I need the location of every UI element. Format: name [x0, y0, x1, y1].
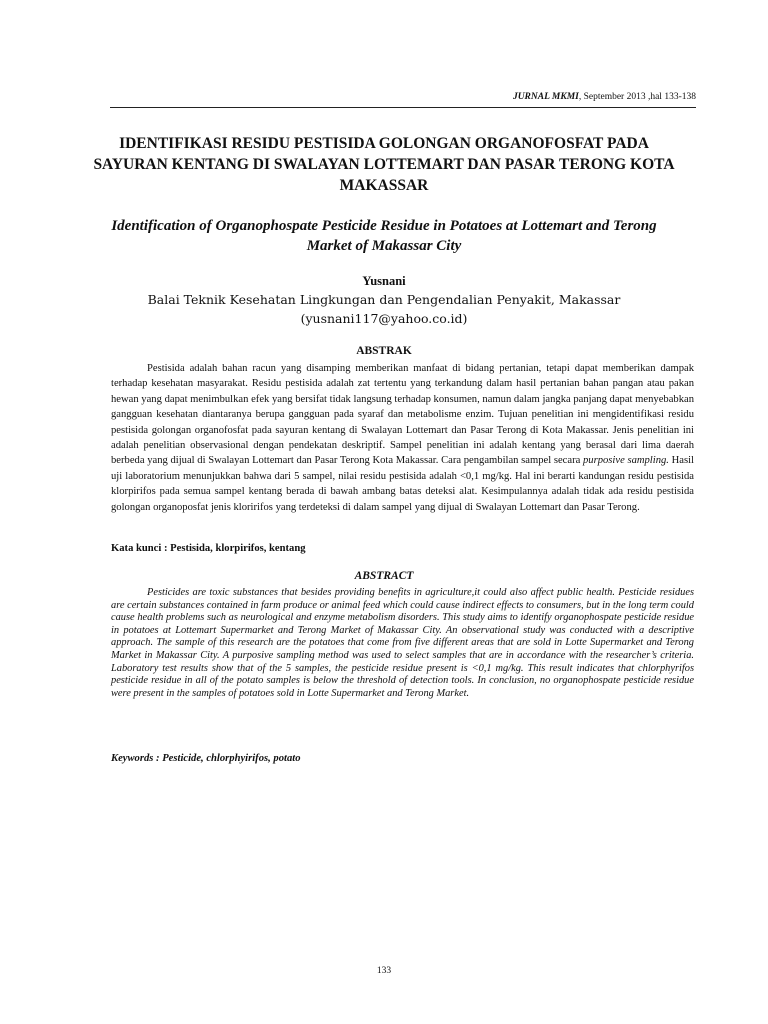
abstract-heading: ABSTRACT: [354, 570, 414, 582]
paper-title: IDENTIFIKASI RESIDU PESTISIDA GOLONGAN ORGANOFOSFAT PADA SAYURAN KENTANG DI SWALAYAN LOTTEMART DAN PASAR TERONG KOTA MAKASSAR: [93, 135, 675, 194]
paper-subtitle: Identification of Organophospate Pesticide Residue in Potatoes at Lottemart and Terong Market of Makassar City: [111, 218, 657, 254]
abstrak-text-part1: Pestisida adalah bahan racun yang disamping memberikan manfaat di bidang pertanian, tetapi dapat memberikan dampak terhadap kesehatan masyarakat. Residu pestisida adalah zat tertentu yang terkandung dalam hasil pertanian bahan pangan atau pakan hewan yang dapat menimbulkan efek yang bersifat tidak langsung terhadap konsumen, namun dalam jangka panjang dapat menyebabkan gangguan kesehatan diantaranya berupa gangguan pada syaraf dan metabolisme enzim. Tujuan penelitian ini mengidentifikasi residu pestisida golongan organofosfat pada sayuran kentang di Swalayan Lottemart dan Pasar Terong di Kota Makassar. Jenis penelitian ini adalah penelitian observasional dengan pendekatan deskriptif. Sampel penelitian ini adalah kentang yang berasal dari lima daerah berbeda yang dijual di Swalayan Lottemart dan Pasar Terong Kota Makassar. Cara pengambilan sampel secara: [111, 363, 694, 467]
journal-name: JURNAL MKMI: [512, 92, 579, 102]
keywords-en: Keywords : Pesticide, chlorphyirifos, potato: [111, 753, 301, 764]
header-divider: [110, 107, 696, 108]
abstrak-text-italic: purposive sampling.: [582, 455, 669, 467]
journal-issue: , September 2013 ,hal 133-138: [578, 92, 696, 102]
abstrak-text: [111, 361, 694, 515]
kata-kunci: Kata kunci : Pestisida, klorpirifos, kentang: [111, 543, 306, 554]
author-name: Yusnani: [362, 274, 406, 288]
author-affiliation-block: [90, 290, 678, 328]
abstract-text: Pesticides are toxic substances that besides providing benefits in agriculture,it could also affect public health. Pesticide residues are certain substances contained in farm produce or animal feed which could cause indirect effects to consumers, but in the long term could cause health problems such as neurological and enzyme metabolism disorders. This study aims to identify organophospate pesticide residue in potatoes at Lottemart Supermarket and Terong Market of Makassar City. An observational study was conducted with a descriptive approach. The sample of this research are the potatoes that come from five different areas that are sold in Lotte Supermarket and Terong Market in Makassar City. A purposive sampling method was used to select samples that are in accordance with the researcher’s criteria. Laboratory test results show that of the 5 samples, the pesticide residue present is <0,1 mg/kg. This result indicates that chlorphyrifos pesticide residue in all of the potato samples is below the threshold of detection tools. In conclusion, no organophospate pesticide residue were present in the samples of potatoes sold in Lotte Supermarket and Terong Market.: [111, 587, 694, 699]
page-number: 133: [376, 966, 392, 976]
author-email: (yusnani117@yahoo.co.id): [300, 311, 468, 326]
abstrak-heading: ABSTRAK: [356, 345, 412, 357]
journal-header: [513, 92, 696, 102]
author-affiliation: Balai Teknik Kesehatan Lingkungan dan Pengendalian Penyakit, Makassar: [147, 292, 621, 307]
abstrak-text-part2: Hasil uji laboratorium menunjukkan bahwa dari 5 sampel, nilai residu pestisida adalah <0,1 mg/kg. Hal ini berarti kandungan residu pestisida klorpirifos pada semua sampel kentang berada di bawah ambang batas deteksi alat. Kesimpulannya adalah tidak ada residu pestisida golongan organoposfat jenis kloririfos yang terdeteksi di dalam sampel yang dijual di Swalayan Lottemart dan Pasar Terong.: [111, 455, 694, 513]
